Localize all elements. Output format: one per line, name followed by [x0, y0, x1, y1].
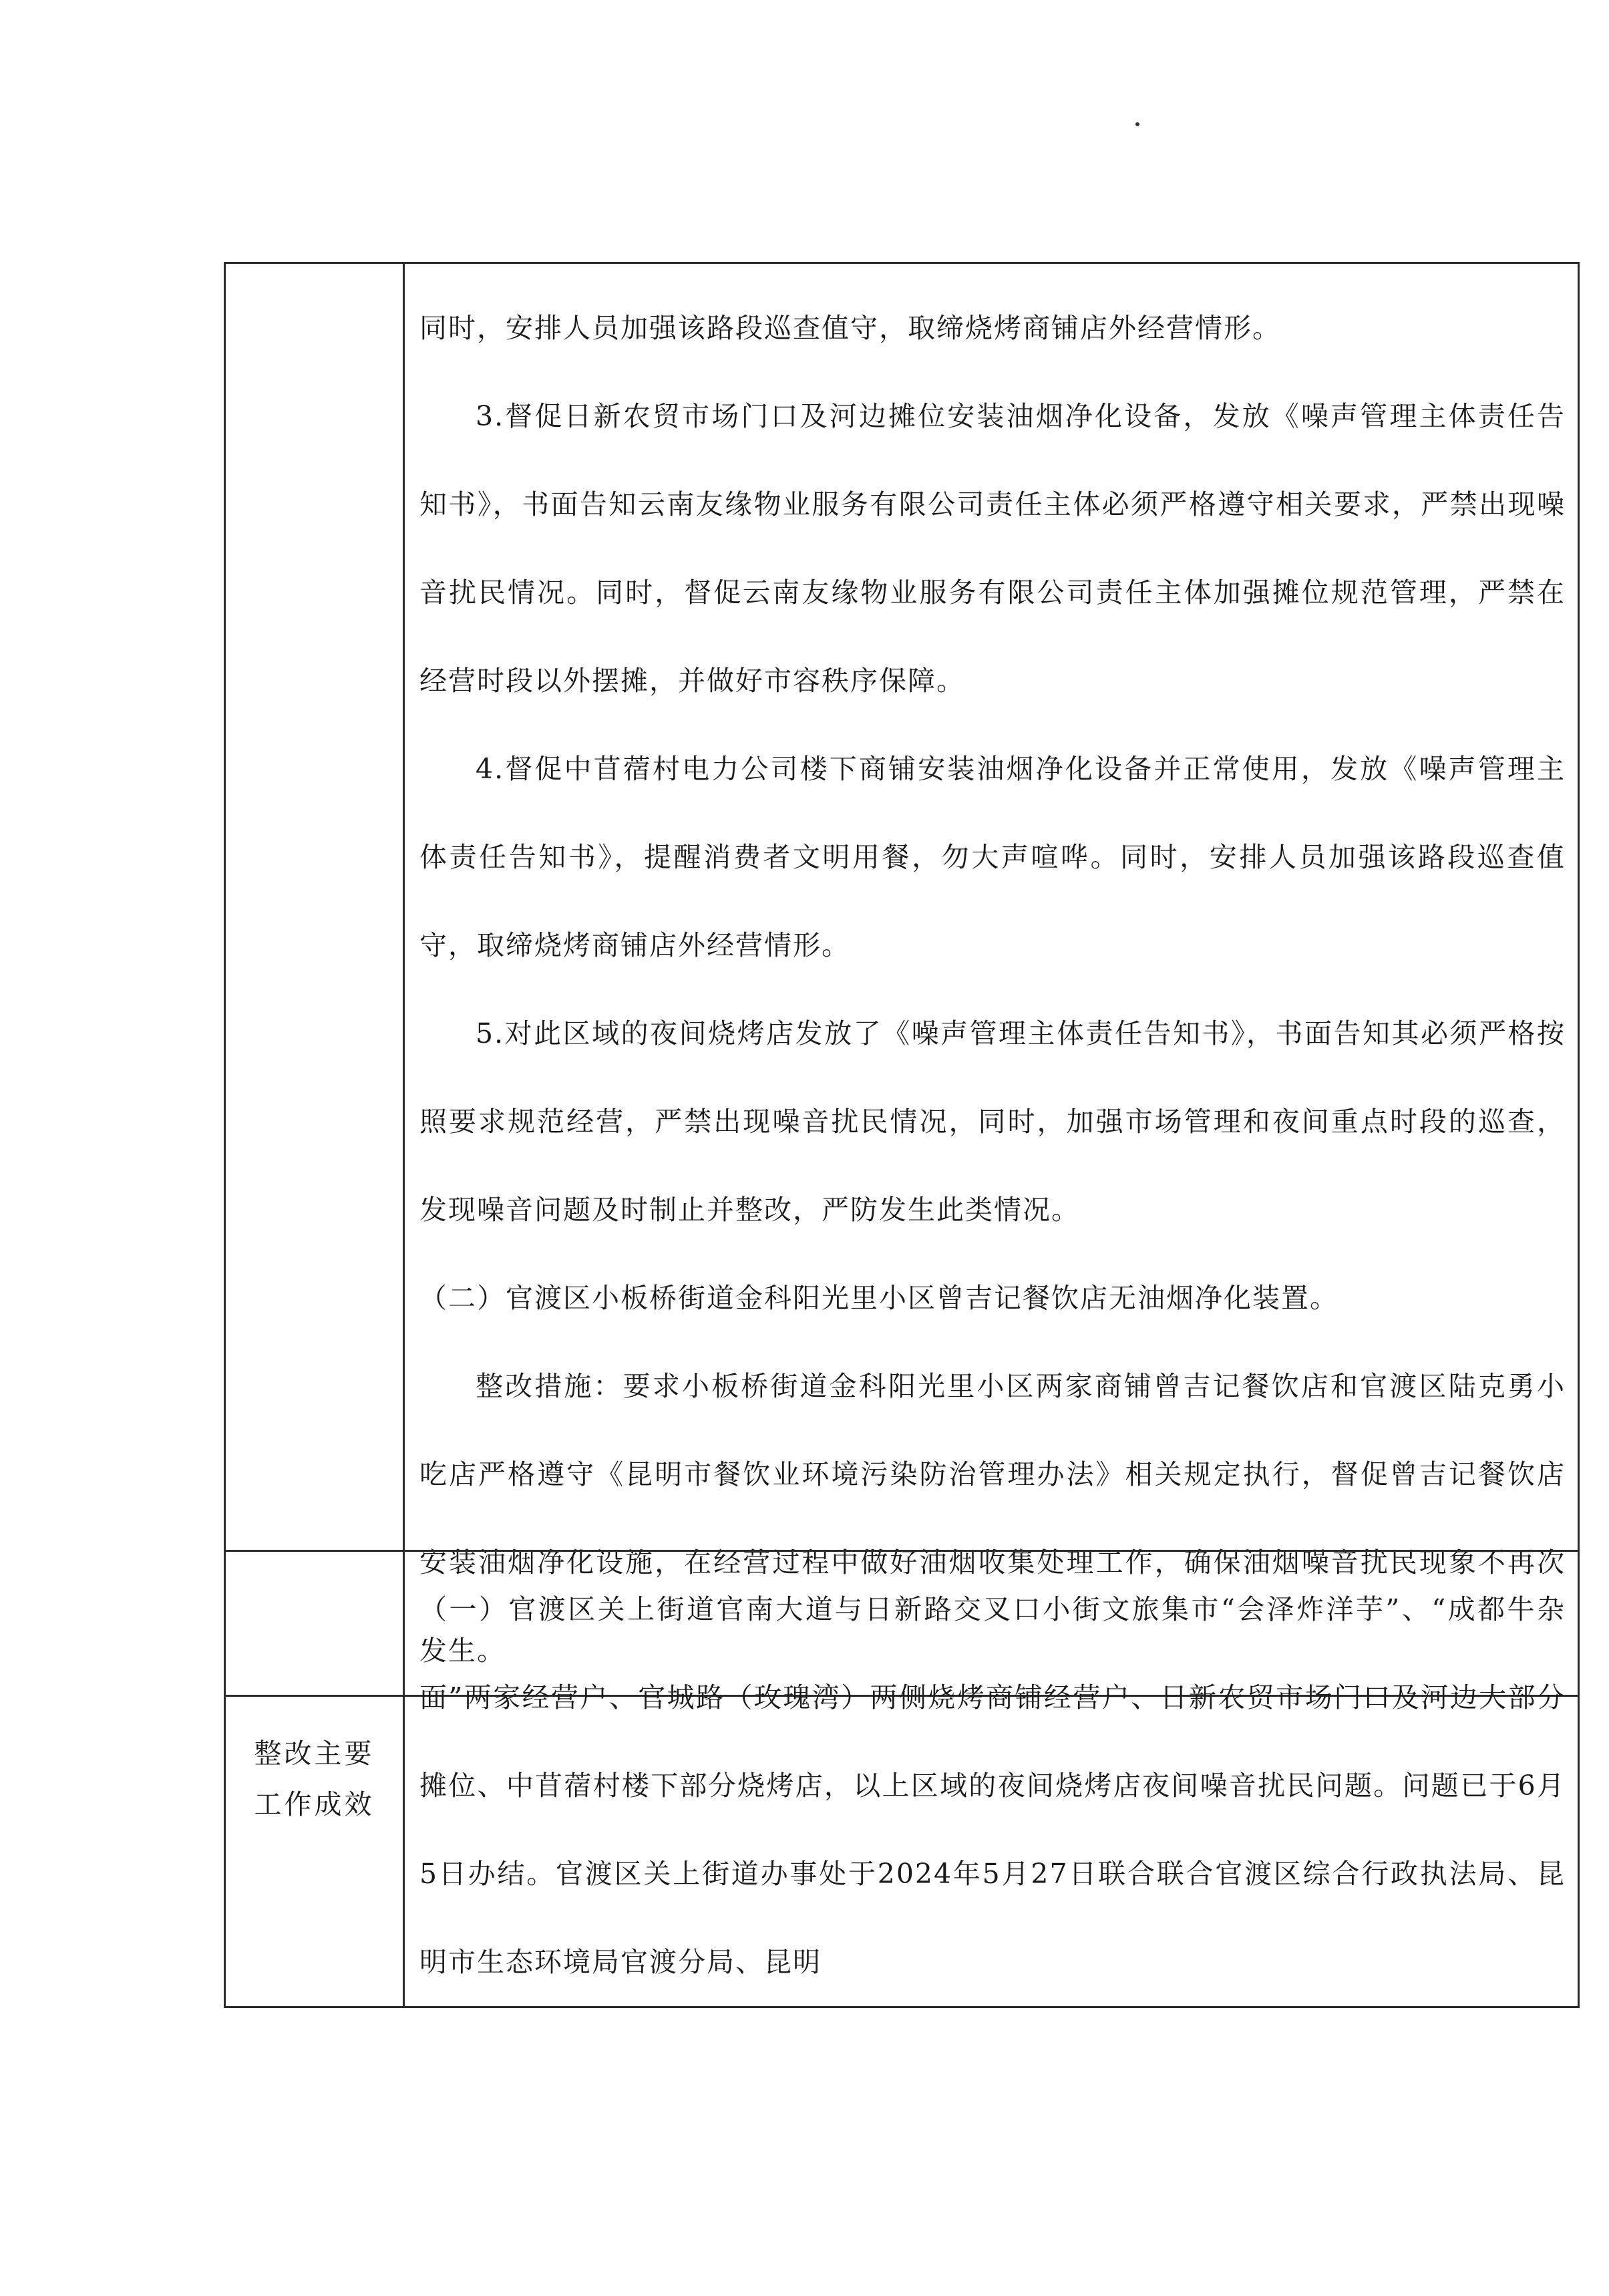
results-content-cell	[404, 1551, 1579, 2007]
measures-content	[405, 264, 1578, 1695]
measures-paragraph: 3.督促日新农贸市场门口及河边摊位安装油烟净化设备，发放《噪声管理主体责任告知书》，书面告知云南友缘物业服务有限公司责任主体必须严格遵守相关要求，严禁出现噪音扰民情况。同时，督促云南友缘物业服务有限公司责任主体加强摊位规范管理，严禁在经营时段以外摆摊，并做好市容秩序保障。	[419, 400, 1566, 697]
measures-label-cell	[225, 263, 404, 1696]
measures-paragraph: 同时，安排人员加强该路段巡查值守，取缔烧烤商铺店外经营情形。	[419, 312, 1281, 344]
measures-paragraph: （二）官渡区小板桥街道金科阳光里小区曾吉记餐饮店无油烟净化装置。	[419, 1282, 1338, 1314]
measures-content-cell	[404, 263, 1579, 1696]
results-paragraph: （一）官渡区关上街道官南大道与日新路交叉口小街文旅集市“会泽炸洋芋”、“成都牛杂面”两家经营户、官城路（玫瑰湾）两侧烧烤商铺经营户、日新农贸市场门口及河边大部分摊位、中苜蓿村楼下部分烧烤店，以上区域的夜间烧烤店夜间噪音扰民问题。问题已于6月5日办结。官渡区关上街道办事处于2024年5月27日联合联合官渡区综合行政执法局、昆明市生态环境局官渡分局、昆明	[419, 1593, 1566, 1978]
measures-paragraph: 5.对此区域的夜间烧烤店发放了《噪声管理主体责任告知书》，书面告知其必须严格按照要求规范经营，严禁出现噪音扰民情况，同时，加强市场管理和夜间重点时段的巡查，发现噪音问题及时制止并整改，严防发生此类情况。	[419, 1017, 1566, 1226]
scan-speck	[1135, 122, 1139, 126]
measures-paragraph: 4.督促中苜蓿村电力公司楼下商铺安装油烟净化设备并正常使用，发放《噪声管理主体责任告知书》，提醒消费者文明用餐，勿大声喧哗。同时，安排人员加强该路段巡查值守，取缔烧烤商铺店外经营情形。	[419, 753, 1566, 961]
measures-paragraph: 整改措施：要求小板桥街道金科阳光里小区两家商铺曾吉记餐饮店和官渡区陆克勇小吃店严格遵守《昆明市餐饮业环境污染防治管理办法》相关规定执行，督促曾吉记餐饮店安装油烟净化设施，在经营过程中做好油烟收集处理工作，确保油烟噪音扰民现象不再次发生。	[419, 1370, 1566, 1667]
results-label: 整改主要工作成效	[254, 1738, 375, 1820]
results-table	[224, 1550, 1580, 2008]
results-label-cell	[225, 1551, 404, 2007]
measures-row	[225, 263, 1579, 1696]
results-content	[405, 1552, 1578, 2006]
rectification-table	[224, 262, 1580, 1697]
results-row	[225, 1551, 1579, 2007]
